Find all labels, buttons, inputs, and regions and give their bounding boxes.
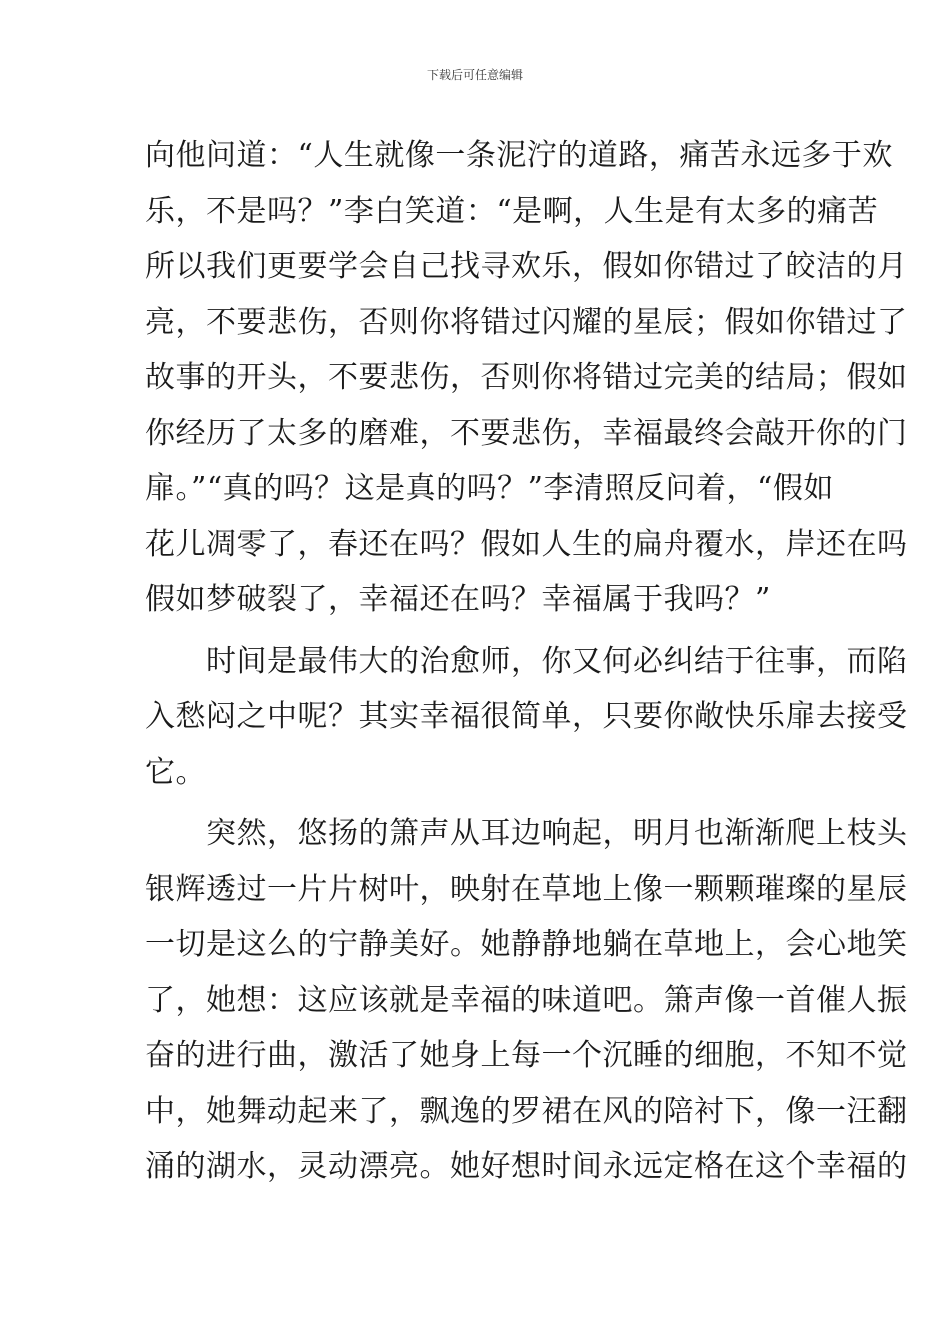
text-line: 扉。”“真的吗？这是真的吗？”李清照反问着，“假如: [145, 471, 834, 506]
text-line: 故事的开头，不要悲伤，否则你将错过完美的结局；假如: [145, 360, 908, 395]
document-body: [145, 128, 908, 1195]
text-line: 亮，不要悲伤，否则你将错过闪耀的星辰；假如你错过了: [145, 304, 908, 340]
text-line: 了，她想：这应该就是幸福的味道吧。箫声像一首催人振: [145, 982, 908, 1018]
text-line: 奋的进行曲，激活了她身上每一个沉睡的细胞，不知不觉: [145, 1038, 908, 1073]
text-line: 假如梦破裂了，幸福还在吗？幸福属于我吗？”: [145, 582, 771, 617]
text-line: 一切是这么的宁静美好。她静静地躺在草地上，会心地笑: [145, 927, 908, 962]
text-line: 中，她舞动起来了，飘逸的罗裙在风的陪衬下，像一汪翻: [145, 1093, 908, 1129]
text-line: 乐，不是吗？”李白笑道：“是啊，人生是有太多的痛苦: [145, 193, 879, 229]
text-line: 你经历了太多的磨难，不要悲伤，幸福最终会敲开你的门: [145, 415, 908, 451]
paragraph: [145, 634, 908, 801]
text-line: 突然，悠扬的箫声从耳边响起，明月也渐渐爬上枝头: [145, 816, 908, 851]
text-line: 时间是最伟大的治愈师，你又何必纠结于往事，而陷: [145, 643, 908, 679]
text-line: 银辉透过一片片树叶，映射在草地上像一颗颗璀璨的星辰: [145, 871, 908, 907]
page-header-note: 下载后可任意编辑: [426, 68, 523, 82]
text-line: 花儿凋零了，春还在吗？假如人生的扁舟覆水，岸还在吗: [145, 526, 908, 562]
paragraph: [145, 128, 908, 628]
text-line: 涌的湖水，灵动漂亮。她好想时间永远定格在这个幸福的: [145, 1149, 908, 1184]
paragraph: [145, 806, 908, 1195]
text-line: 它。: [145, 754, 206, 790]
text-line: 向他问道：“人生就像一条泥泞的道路，痛苦永远多于欢: [145, 138, 893, 173]
text-line: 入愁闷之中呢？其实幸福很简单，只要你敞快乐扉去接受: [145, 699, 908, 734]
text-line: 所以我们更要学会自己找寻欢乐，假如你错过了皎洁的月: [145, 249, 908, 284]
